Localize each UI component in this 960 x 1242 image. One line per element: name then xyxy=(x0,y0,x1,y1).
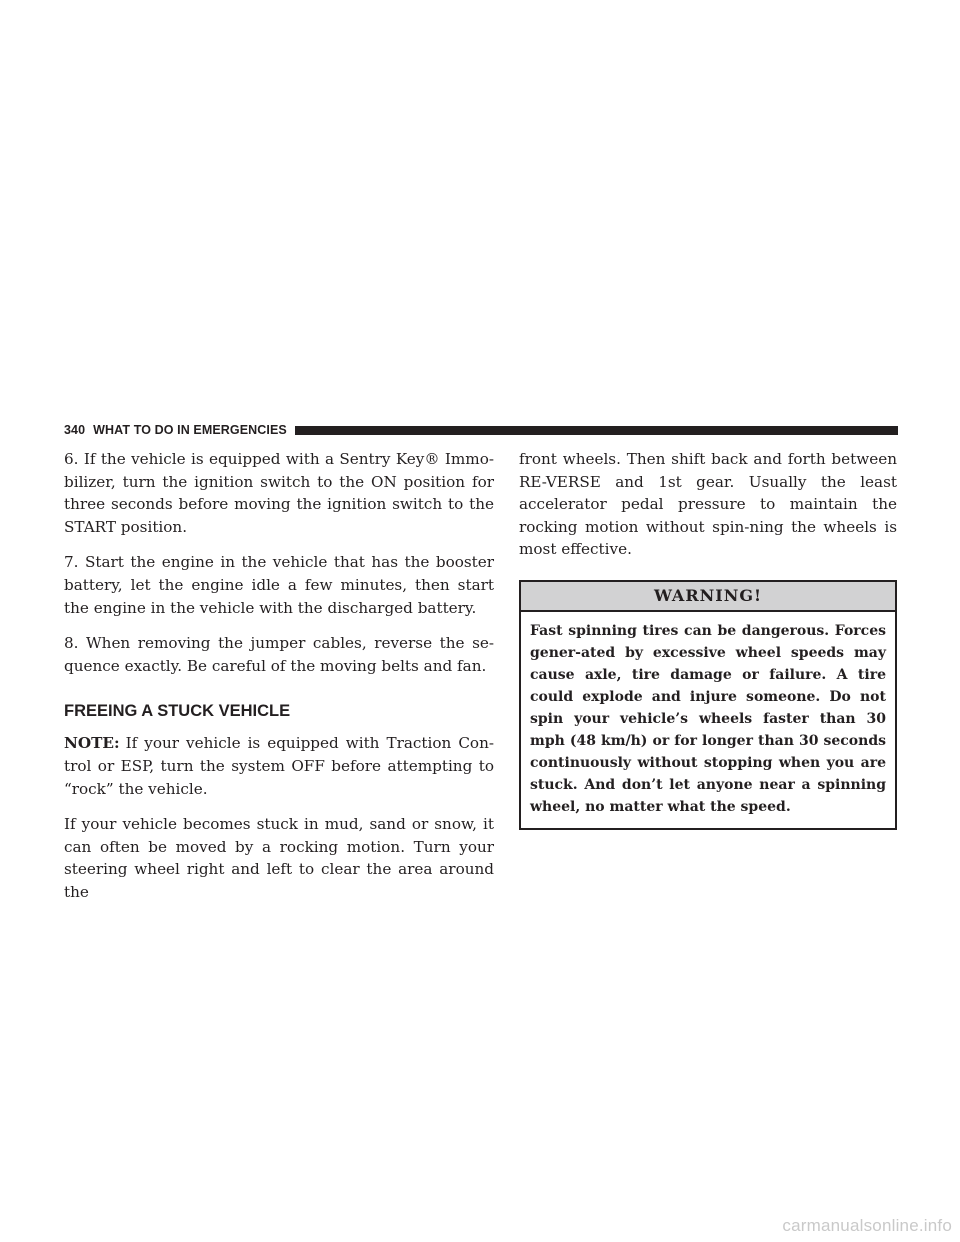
note-text: If your vehicle is equipped with Traction Con-trol or ESP, turn the system OFF before attempting to “rock” the vehicle. xyxy=(64,734,494,798)
note-label: NOTE: xyxy=(64,734,120,753)
watermark: carmanualsonline.info xyxy=(782,1216,952,1235)
step-6-paragraph: 6. If the vehicle is equipped with a Sentry Key® Immo-bilizer, turn the ignition switch to the ON position for three seconds before moving the ignition switch to the START position. xyxy=(64,450,494,536)
warning-text: Fast spinning tires can be dangerous. Forces gener-ated by excessive wheel speeds may cause axle, tire damage or failure. A tire could explode and injure someone. Do not spin your vehicle’s wheels faster than 30 mph (48 km/h) or for longer than 30 seconds continuously without stopping when you are stuck. And don’t let anyone near a spinning wheel, no matter what the speed. xyxy=(530,622,886,815)
stuck-vehicle-paragraph: If your vehicle becomes stuck in mud, sand or snow, it can often be moved by a rocking motion. Turn your steering wheel right and left to clear the area around the xyxy=(64,815,494,901)
page-header xyxy=(64,422,898,438)
note-paragraph xyxy=(64,732,494,800)
page-number: 340 xyxy=(64,423,86,437)
left-column xyxy=(64,448,494,917)
step-7-paragraph: 7. Start the engine in the vehicle that has the booster battery, let the engine idle a few minutes, then start the engine in the vehicle with the discharged battery. xyxy=(64,553,494,617)
warning-box xyxy=(519,580,897,830)
section-heading: FREEING A STUCK VEHICLE xyxy=(64,702,291,721)
right-column xyxy=(519,448,897,830)
warning-title: WARNING! xyxy=(521,582,895,612)
rocking-paragraph: front wheels. Then shift back and forth between RE-VERSE and 1st gear. Usually the least accelerator pedal pressure to maintain the rocking motion without spin-ning the wheels is most effective. xyxy=(519,450,897,559)
step-8-paragraph: 8. When removing the jumper cables, reverse the se-quence exactly. Be careful of the moving belts and fan. xyxy=(64,634,494,675)
header-rule xyxy=(295,426,898,435)
section-title: WHAT TO DO IN EMERGENCIES xyxy=(93,423,287,437)
